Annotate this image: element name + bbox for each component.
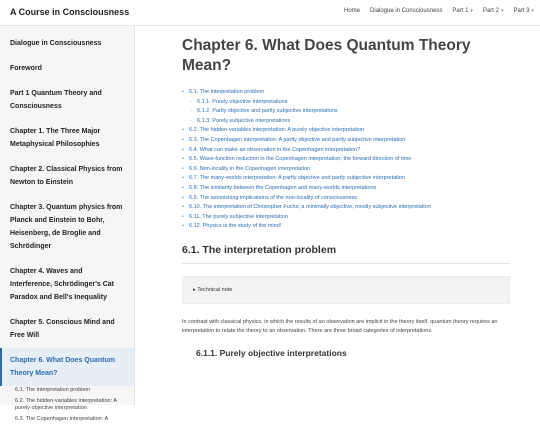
toc-item[interactable] — [182, 98, 530, 108]
toc-link[interactable]: 6.8. The similarity between the Copenhagen and many-worlds interpretations — [189, 184, 377, 191]
toc-item[interactable] — [182, 213, 530, 223]
nav-part3-label: Part 3 — [513, 8, 530, 14]
bullet-icon: • — [182, 89, 184, 95]
bullet-icon: • — [182, 156, 184, 163]
site-brand[interactable]: A Course in Consciousness — [10, 7, 130, 17]
top-nav — [344, 8, 534, 14]
table-of-contents — [182, 88, 530, 232]
bullet-icon: • — [182, 204, 184, 211]
toc-link[interactable]: 6.1. The interpretation problem — [189, 89, 265, 95]
nav-home-label: Home — [344, 8, 361, 14]
nav-part3[interactable] — [513, 8, 534, 14]
toc-item[interactable] — [182, 155, 530, 165]
nav-part1-label: Part 1 — [452, 8, 469, 14]
toc-item[interactable] — [182, 88, 530, 98]
section-heading: 6.1. The interpretation problem — [182, 244, 510, 264]
toc-item[interactable] — [182, 174, 530, 184]
triangle-right-icon: ▸ — [193, 286, 196, 293]
toc-item[interactable] — [182, 184, 530, 194]
bullet-icon: • — [182, 146, 184, 153]
sidebar-item-chapter4[interactable]: Chapter 4. Waves and Interference, Schrödinger's Cat Paradox and Bell's Inequality — [10, 268, 114, 301]
toc-item[interactable] — [182, 136, 530, 146]
bullet-icon: ◦ — [190, 117, 192, 124]
top-navbar — [0, 0, 540, 26]
toc-item[interactable] — [182, 194, 530, 204]
toc-link[interactable]: 6.5. Wave-function reduction in the Copenhagen interpretation; the forward direction of time — [189, 156, 412, 163]
bullet-icon: • — [182, 184, 184, 191]
sidebar-subitem-6-1[interactable]: 6.1. The interpretation problem — [15, 387, 91, 393]
toc-link[interactable]: 6.12. Physics is the study of the mind! — [189, 223, 282, 230]
nav-home[interactable] — [344, 8, 360, 14]
technical-note-toggle[interactable] — [182, 276, 510, 304]
main-content — [136, 26, 540, 405]
sidebar-item-chapter3[interactable]: Chapter 3. Quantum physics from Planck and Einstein to Bohr, Heisenberg, de Broglie and Schrödinger — [10, 204, 123, 250]
bullet-icon: • — [182, 127, 184, 134]
bullet-icon: • — [182, 165, 184, 172]
sidebar-item-chapter5[interactable]: Chapter 5. Conscious Mind and Free Will — [10, 319, 115, 339]
sidebar-item-foreword[interactable]: Foreword — [10, 65, 42, 72]
bullet-icon: • — [182, 136, 184, 143]
toc-link[interactable]: 6.10. The interpretation of Christopher Fuchs; a minimally objective, mostly subjective interpretation — [189, 204, 431, 211]
bullet-icon: • — [182, 194, 184, 201]
sidebar — [0, 26, 135, 422]
toc-item[interactable] — [182, 107, 530, 117]
sidebar-item-chapter2[interactable]: Chapter 2. Classical Physics from Newton to Einstein — [10, 166, 123, 186]
sidebar-subitem-6-2[interactable]: 6.2. The hidden-variables interpretation: A purely objective interpretation — [15, 398, 117, 411]
toc-link[interactable]: 6.2. The hidden-variables interpretation: A purely objective interpretation — [189, 127, 365, 134]
page-title: Chapter 6. What Does Quantum Theory Mean? — [182, 37, 471, 74]
nav-part1[interactable] — [452, 8, 473, 14]
sidebar-item-part1[interactable]: Part 1 Quantum Theory and Consciousness — [10, 90, 102, 110]
sidebar-item-chapter1[interactable]: Chapter 1. The Three Major Metaphysical Philosophies — [10, 128, 101, 148]
nav-part2-label: Part 2 — [482, 8, 499, 14]
toc-link[interactable]: 6.3. The Copenhagen interpretation: A partly objective and partly subjective interpretation — [189, 136, 406, 143]
nav-part2[interactable] — [483, 8, 504, 14]
sidebar-subitem-6-3[interactable]: 6.3. The Copenhagen interpretation: A — [15, 416, 109, 422]
toc-item[interactable] — [182, 203, 530, 213]
bullet-icon: • — [182, 175, 184, 182]
chevron-down-icon: ▾ — [500, 8, 504, 14]
toc-item[interactable] — [182, 165, 530, 175]
sidebar-item-chapter6[interactable]: Chapter 6. What Does Quantum Theory Mean? — [0, 348, 134, 386]
bullet-icon: ◦ — [190, 98, 192, 105]
nav-dialogue-label: Dialogue in Consciousness — [370, 8, 443, 14]
sidebar-item-dialogue[interactable]: Dialogue in Consciousness — [10, 40, 102, 47]
body-paragraph: In contrast with classical physics, in which the results of an observation are implicit in the theory itself, quantum theory requires an interpretation to relate the theory to an observation. There are three broad categories of interpretations. — [182, 318, 498, 334]
toc-link[interactable]: 6.7. The many-worlds interpretation: A partly objective and partly subjective interpretation — [189, 175, 406, 182]
bullet-icon: • — [182, 223, 184, 230]
chevron-down-icon: ▾ — [531, 8, 534, 14]
chevron-down-icon: ▾ — [470, 8, 473, 14]
toc-link[interactable]: 6.6. Non-locality in the Copenhagen interpretation — [189, 165, 311, 172]
toc-link[interactable]: 6.4. What can make an observation in the Copenhagen interpretation? — [189, 146, 361, 153]
toc-link[interactable]: 6.1.3. Purely subjective interpretations — [197, 117, 291, 124]
toc-item[interactable] — [182, 146, 530, 156]
bullet-icon: ◦ — [190, 108, 192, 115]
toc-link[interactable]: 6.1.1. Purely objective interpretations — [197, 98, 288, 105]
subsection-heading: 6.1.1. Purely objective interpretations — [196, 347, 347, 358]
nav-dialogue[interactable] — [370, 8, 442, 14]
toc-item[interactable] — [182, 117, 530, 127]
toc-link[interactable]: 6.11. The purely subjective interpretation — [189, 213, 288, 220]
toc-item[interactable] — [182, 126, 530, 136]
bullet-icon: • — [182, 213, 184, 220]
toc-link[interactable]: 6.9. The astonishing implications of the non-locality of consciousness — [189, 194, 358, 201]
toc-link[interactable]: 6.1.2. Partly objective and partly subjective interpretations — [197, 108, 338, 115]
toc-item[interactable] — [182, 222, 530, 232]
technical-note-label: Technical note — [197, 286, 233, 293]
